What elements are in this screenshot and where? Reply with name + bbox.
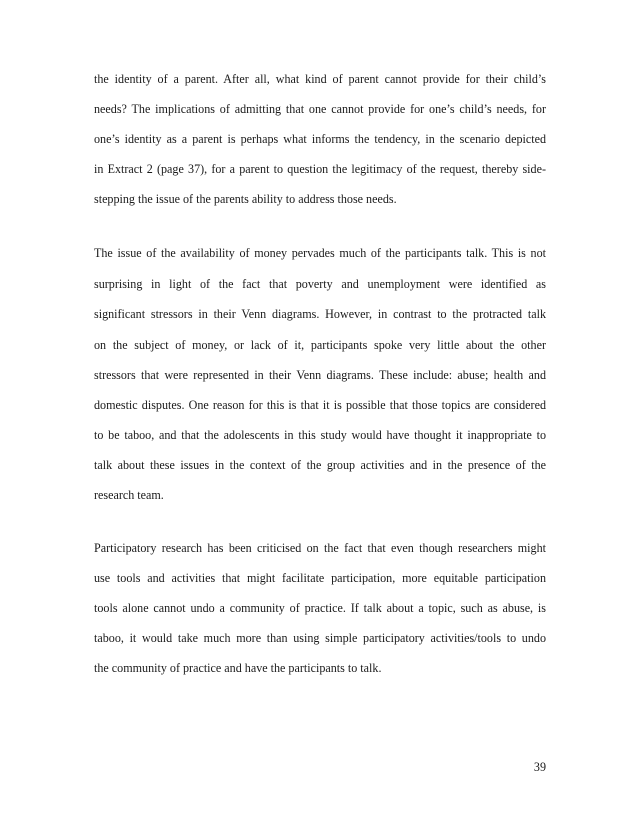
paragraph-3-line-1: Participatory research has been criticised on the fact that even though researchers might [94, 541, 546, 555]
paragraph-2-line-5: stressors that were represented in their Venn diagrams. These include: abuse; health and [94, 368, 546, 382]
paragraph-2-line-4: on the subject of money, or lack of it, participants spoke very little about the other [94, 338, 546, 352]
paragraph-1-line-4: in Extract 2 (page 37), for a parent to question the legitimacy of the request, thereby side- [94, 162, 546, 176]
paragraph-2-line-9: research team. [94, 488, 164, 502]
paragraph-3-line-2: use tools and activities that might facilitate participation, more equitable participation [94, 571, 546, 585]
paragraph-2-line-1: The issue of the availability of money pervades much of the participants talk. This is not [94, 246, 546, 260]
page-number: 39 [533, 760, 546, 774]
paragraph-1-line-2: needs? The implications of admitting that one cannot provide for one’s child’s needs, for [94, 102, 546, 116]
paragraph-1-line-1: the identity of a parent. After all, what kind of parent cannot provide for their child’s [94, 72, 546, 86]
paragraph-2-line-3: significant stressors in their Venn diagrams. However, in contrast to the protracted talk [94, 307, 546, 321]
paragraph-2-line-7: to be taboo, and that the adolescents in this study would have thought it inappropriate to [94, 428, 546, 442]
paragraph-3-line-5: the community of practice and have the participants to talk. [94, 661, 382, 675]
paragraph-2-line-8: talk about these issues in the context of the group activities and in the presence of the [94, 458, 546, 472]
paragraph-1-line-3: one’s identity as a parent is perhaps what informs the tendency, in the scenario depicted [94, 132, 546, 146]
paragraph-3-line-3: tools alone cannot undo a community of practice. If talk about a topic, such as abuse, is [94, 601, 546, 615]
paragraph-3-line-4: taboo, it would take much more than using simple participatory activities/tools to undo [94, 631, 546, 645]
paragraph-2-line-2: surprising in light of the fact that poverty and unemployment were identified as [94, 277, 546, 291]
paragraph-2-line-6: domestic disputes. One reason for this is that it is possible that those topics are considered [94, 398, 546, 412]
paragraph-1-line-5: stepping the issue of the parents ability to address those needs. [94, 192, 397, 206]
